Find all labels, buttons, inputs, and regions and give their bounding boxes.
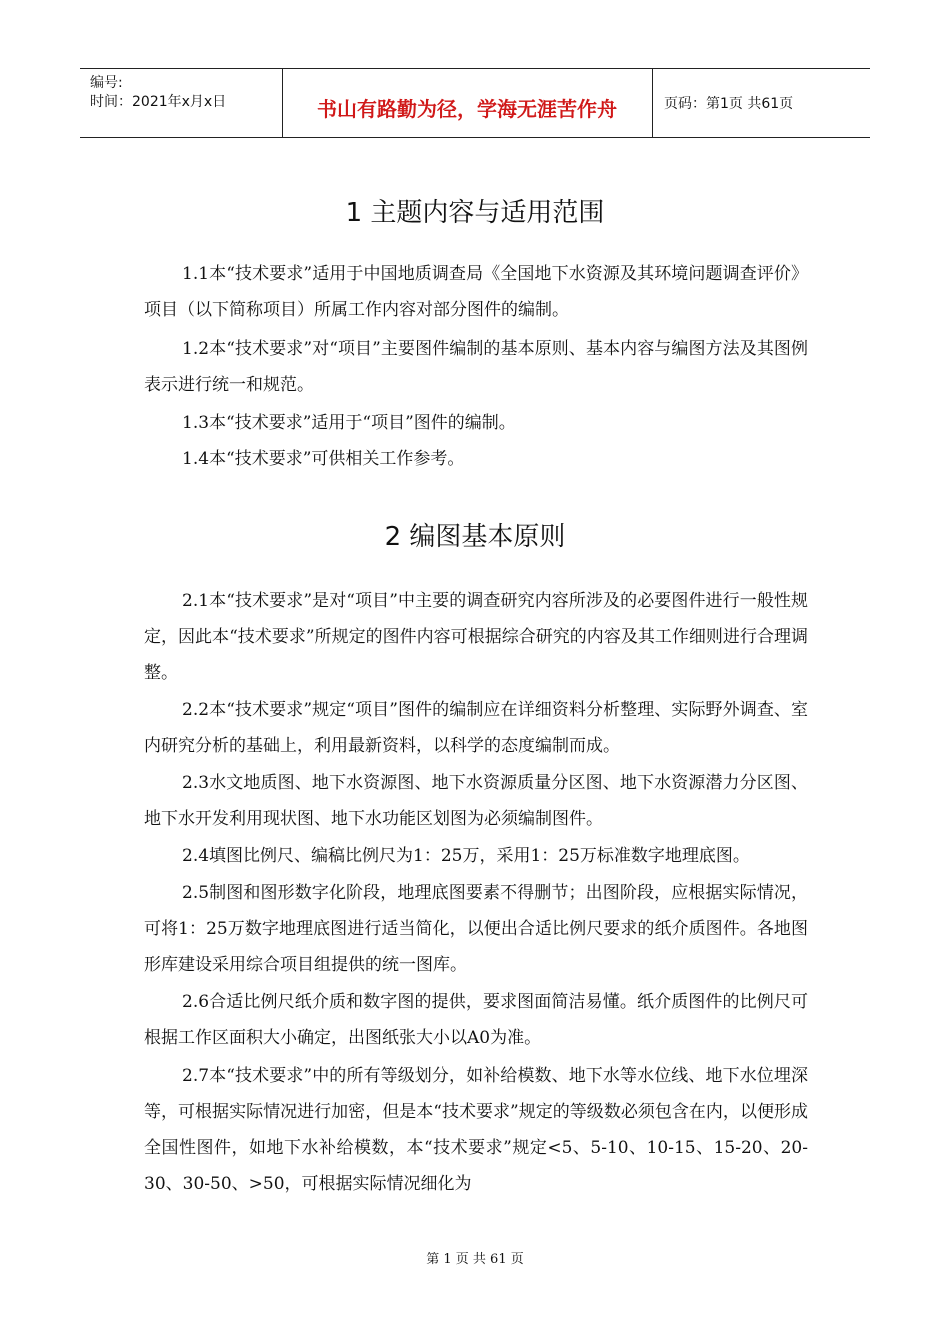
- header-meta-cell: [80, 69, 283, 137]
- paragraph: 1.2本“技术要求”对“项目”主要图件编制的基本原则、基本内容与编图方法及其图例表示进行统一和规范。: [144, 339, 808, 395]
- motto-text: 书山有路勤为径，学海无涯苦作舟: [317, 97, 617, 121]
- header-page-cell: [652, 69, 870, 137]
- section-heading: 1 主题内容与适用范围: [345, 198, 605, 228]
- paragraph: 1.3本“技术要求”适用于“项目”图件的编制。: [182, 413, 516, 433]
- header-motto-cell: [282, 69, 653, 137]
- section-heading: 2 编图基本原则: [384, 522, 566, 552]
- paragraph: 1.4本“技术要求”可供相关工作参考。: [182, 449, 465, 469]
- number-label: 编号:: [90, 75, 123, 91]
- paragraph: 1.1本“技术要求”适用于中国地质调查局《全国地下水资源及其环境问题调查评价》项目（以下简称项目）所属工作内容对部分图件的编制。: [144, 264, 808, 320]
- paragraph: 2.4填图比例尺、编稿比例尺为1：25万，采用1：25万标准数字地理底图。: [182, 846, 750, 866]
- time-label: 时间：2021年x月x日: [90, 94, 227, 110]
- paragraph: 2.6合适比例尺纸介质和数字图的提供，要求图面简洁易懂。纸介质图件的比例尺可根据工作区面积大小确定，出图纸张大小以A0为准。: [144, 992, 808, 1048]
- paragraph: 2.1本“技术要求”是对“项目”中主要的调查研究内容所涉及的必要图件进行一般性规定，因此本“技术要求”所规定的图件内容可根据综合研究的内容及其工作细则进行合理调整。: [144, 591, 808, 683]
- paragraph: 2.5制图和图形数字化阶段，地理底图要素不得删节；出图阶段，应根据实际情况，可将1：25万数字地理底图进行适当简化，以便出合适比例尺要求的纸介质图件。各地图形库建设采用综合项目组提供的统一图库。: [144, 883, 808, 975]
- page-info: 页码：第1页 共61页: [664, 96, 794, 112]
- paragraph: 2.3水文地质图、地下水资源图、地下水资源质量分区图、地下水资源潜力分区图、地下水开发利用现状图、地下水功能区划图为必须编制图件。: [144, 773, 808, 829]
- page-header: [80, 68, 870, 138]
- page-footer: 第 1 页 共 61 页: [426, 1252, 524, 1267]
- paragraph: 2.2本“技术要求”规定“项目”图件的编制应在详细资料分析整理、实际野外调查、室内研究分析的基础上，利用最新资料，以科学的态度编制而成。: [144, 700, 808, 756]
- paragraph: 2.7本“技术要求”中的所有等级划分，如补给模数、地下水等水位线、地下水位埋深等，可根据实际情况进行加密，但是本“技术要求”规定的等级数必须包含在内，以便形成全国性图件，如地下水补给模数，本“技术要求”规定<5、5-10、10-15、15-20、20-30、30-50、>50，可根据实际情况细化为: [144, 1066, 808, 1194]
